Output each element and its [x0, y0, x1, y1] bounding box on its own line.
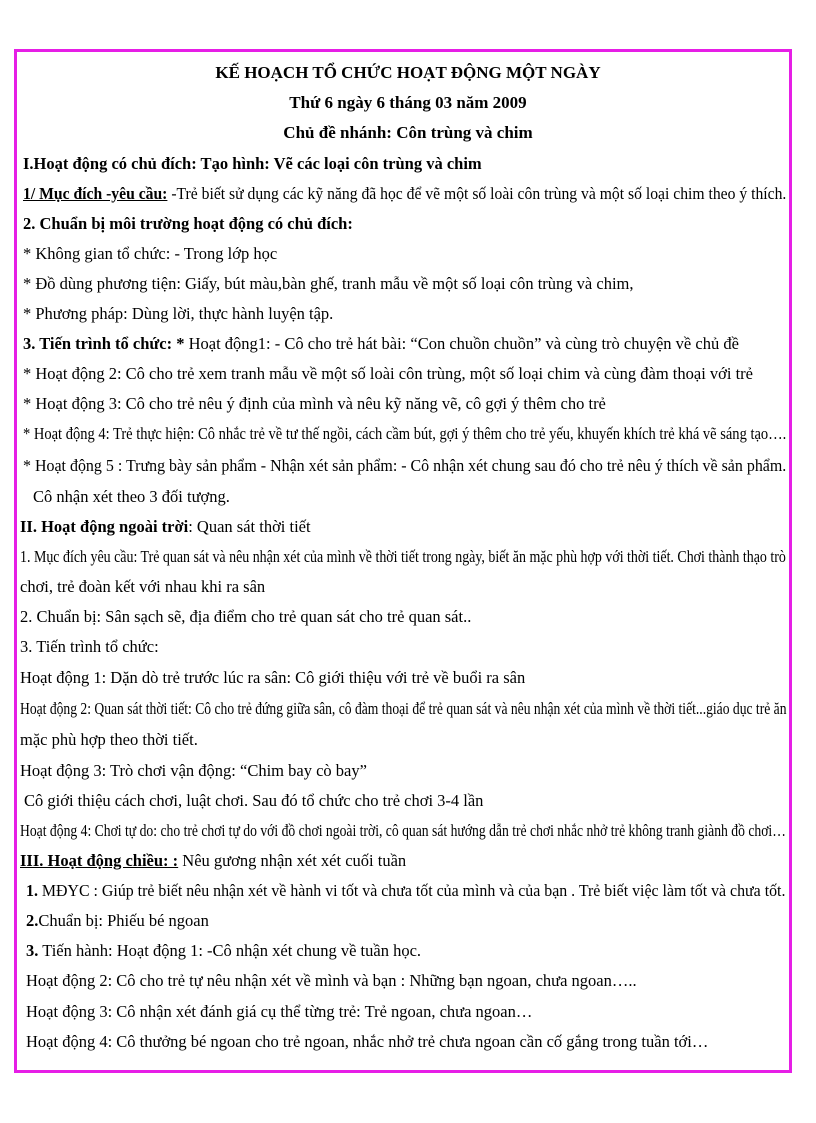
- section-2-label: II. Hoạt động ngoài trời: [20, 517, 189, 536]
- section-2-topic: : Quan sát thời tiết: [188, 517, 311, 536]
- line-afternoon-objective-num: 1.: [26, 881, 38, 900]
- section-3-heading: [20, 850, 406, 872]
- line-objective-text: -Trẻ biết sử dụng các kỹ năng đã học để vẽ một số loài côn trùng và một số loại chim theo ý thích.: [167, 184, 787, 203]
- line-afternoon-process-num: 3.: [26, 941, 39, 960]
- line-outdoor-activity-4: Hoạt động 4: Chơi tự do: cho trẻ chơi tự do với đồ chơi ngoài trời, cô quan sát hướng dẫn trẻ chơi nhắc nhở trẻ không tranh giành đồ chơi…: [20, 821, 786, 840]
- line-afternoon-activity-2: Hoạt động 2: Cô cho trẻ tự nêu nhận xét về mình và bạn : Những bạn ngoan, chưa ngoan…..: [26, 971, 637, 990]
- line-outdoor-activity-3-cont: Cô giới thiệu cách chơi, luật chơi. Sau đó tổ chức cho trẻ chơi 3-4 lần: [24, 791, 484, 810]
- line-outdoor-process: 3. Tiến trình tổ chức:: [20, 637, 159, 656]
- line-space: * Không gian tổ chức: - Trong lớp học: [23, 244, 278, 263]
- line-afternoon-prep-text: Chuẩn bị: Phiếu bé ngoan: [38, 911, 209, 930]
- line-afternoon-prep-num: 2.: [26, 911, 39, 930]
- line-outdoor-activity-3: Hoạt động 3: Trò chơi vận động: “Chim bay cò bay”: [20, 761, 367, 780]
- line-process: [23, 333, 739, 355]
- line-outdoor-prep: 2. Chuẩn bị: Sân sạch sẽ, địa điểm cho trẻ quan sát cho trẻ quan sát..: [20, 607, 472, 626]
- line-process-label: 3. Tiến trình tổ chức: *: [23, 334, 185, 353]
- line-afternoon-activity-3: Hoạt động 3: Cô nhận xét đánh giá cụ thể từng trẻ: Trẻ ngoan, chưa ngoan…: [26, 1002, 533, 1021]
- section-1-heading: I.Hoạt động có chủ đích: Tạo hình: Vẽ các loại côn trùng và chim: [23, 154, 482, 173]
- section-2-heading: [20, 516, 311, 538]
- line-afternoon-process: [26, 940, 421, 962]
- line-activity-4: * Hoạt động 4: Trẻ thực hiện: Cô nhắc trẻ về tư thế ngồi, cách cầm bút, gợi ý thêm cho trẻ yếu, khuyến khích trẻ khá vẽ sáng tạo….: [23, 424, 787, 443]
- line-afternoon-prep: [26, 910, 209, 932]
- section-1-prep-heading: 2. Chuẩn bị môi trường hoạt động có chủ đích:: [23, 214, 353, 233]
- line-outdoor-activity-1: Hoạt động 1: Dặn dò trẻ trước lúc ra sân: Cô giới thiệu với trẻ về buổi ra sân: [20, 668, 526, 687]
- line-afternoon-activity-4: Hoạt động 4: Cô thưởng bé ngoan cho trẻ ngoan, nhắc nhở trẻ chưa ngoan cần cố gắng trong tuần tới…: [26, 1032, 709, 1051]
- line-objective: [23, 183, 786, 205]
- line-process-text: Hoạt động1: - Cô cho trẻ hát bài: “Con chuồn chuồn” và cùng trò chuyện về chủ đề: [184, 334, 739, 353]
- line-afternoon-process-text: Tiến hành: Hoạt động 1: -Cô nhận xét chung về tuần học.: [38, 941, 422, 960]
- line-afternoon-objective-text: MĐYC : Giúp trẻ biết nêu nhận xét về hành vi tốt và chưa tốt của mình và của bạn . Trẻ biết việc làm tốt và chưa tốt.: [37, 881, 786, 900]
- line-outdoor-objective: 1. Mục đích yêu cầu: Trẻ quan sát và nêu nhận xét của mình về thời tiết trong ngày, biết ăn mặc phù hợp với thời tiết. Chơi thành thạo trò: [20, 547, 786, 566]
- line-outdoor-objective-cont: chơi, trẻ đoàn kết với nhau khi ra sân: [20, 577, 266, 596]
- line-activity-5: * Hoạt động 5 : Trưng bày sản phẩm - Nhận xét sản phẩm: - Cô nhận xét chung sau đó cho trẻ nêu ý thích về sản phẩm.: [23, 456, 787, 475]
- line-activity-2: * Hoạt động 2: Cô cho trẻ xem tranh mẫu về một số loài côn trùng, một số loại chim và cùng đàm thoại với trẻ: [23, 364, 753, 383]
- line-objective-label: 1/ Mục đích -yêu cầu:: [23, 184, 168, 203]
- line-outdoor-activity-2-cont: mặc phù hợp theo thời tiết.: [20, 730, 198, 749]
- line-outdoor-activity-2: Hoạt động 2: Quan sát thời tiết: Cô cho trẻ đứng giữa sân, cô đàm thoại để trẻ quan sát và nêu nhận xét của mình về thời tiết...giáo dục trẻ ăn: [20, 699, 787, 718]
- line-materials: * Đồ dùng phương tiện: Giấy, bút màu,bàn ghế, tranh mẫu về một số loại côn trùng và chim,: [23, 274, 634, 293]
- document-date: Thứ 6 ngày 6 tháng 03 năm 2009: [289, 93, 527, 112]
- section-3-topic: Nêu gương nhận xét xét cuối tuần: [178, 851, 407, 870]
- line-activity-5-cont: Cô nhận xét theo 3 đối tượng.: [33, 487, 230, 506]
- line-activity-3: * Hoạt động 3: Cô cho trẻ nêu ý định của mình và nêu kỹ năng vẽ, cô gợi ý thêm cho trẻ: [23, 394, 606, 413]
- document-theme: Chủ đề nhánh: Côn trùng và chim: [283, 123, 533, 142]
- line-afternoon-objective: [26, 880, 785, 902]
- section-3-label: III. Hoạt động chiều: :: [20, 851, 179, 870]
- line-method: * Phương pháp: Dùng lời, thực hành luyện tập.: [23, 304, 334, 323]
- document-title: KẾ HOẠCH TỔ CHỨC HOẠT ĐỘNG MỘT NGÀY: [215, 63, 601, 82]
